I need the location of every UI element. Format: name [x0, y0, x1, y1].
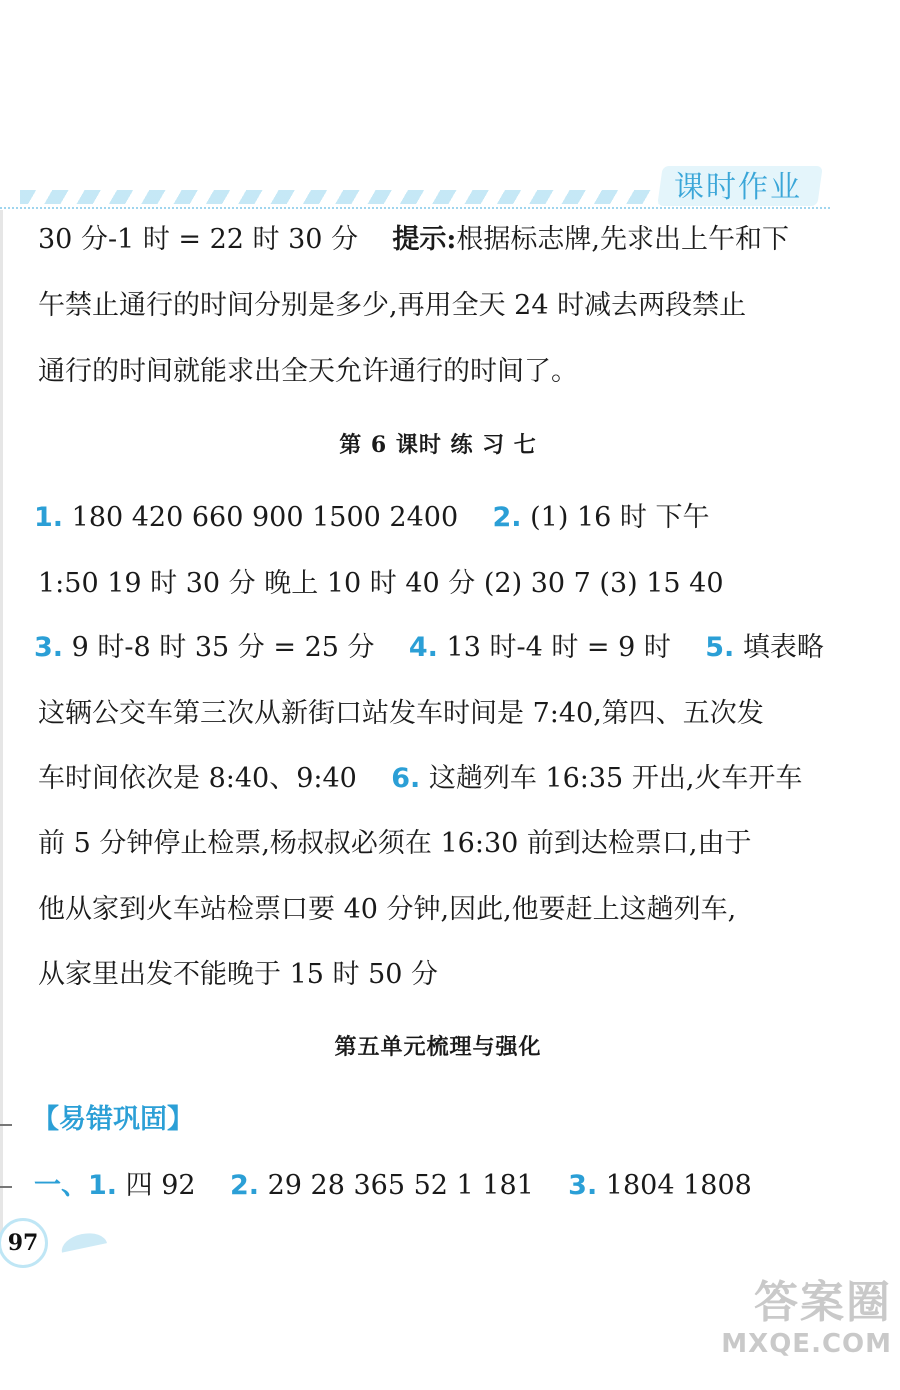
- question-number: 一、1.: [34, 1170, 118, 1201]
- answer-text: 四 92: [125, 1170, 196, 1201]
- text-line: 通行的时间就能求出全天允许通行的时间了。: [38, 356, 578, 387]
- watermark-url: MXQE.COM: [721, 1329, 892, 1359]
- text-line: [38, 759, 802, 799]
- header-title-text: 课时作业: [674, 170, 802, 205]
- text-line: 从家里出发不能晚于 15 时 50 分: [38, 959, 439, 990]
- text-line: [34, 628, 824, 668]
- left-margin-mark: [0, 1186, 12, 1188]
- answer-text: 车时间依次是 8:40、9:40: [38, 763, 357, 794]
- watermark: [712, 1278, 892, 1368]
- page-number: 97: [0, 1218, 48, 1268]
- header-title: [668, 162, 828, 208]
- text-line: 他从家到火车站检票口要 40 分钟,因此,他要赶上这趟列车,: [38, 894, 737, 925]
- text-line: [32, 1100, 194, 1140]
- subsection-title: 【易错巩固】: [32, 1104, 194, 1135]
- answer-text: (1) 16 时 下午: [530, 502, 710, 533]
- hint-text: 根据标志牌,先求出上午和下: [456, 224, 789, 255]
- question-number: 5.: [705, 632, 735, 663]
- left-margin-bar: [0, 210, 3, 1240]
- answer-text: 180 420 660 900 1500 2400: [71, 502, 459, 533]
- watermark-logo-text: 答案圈: [754, 1277, 892, 1328]
- text-line: 1:50 19 时 30 分 晚上 10 时 40 分 (2) 30 7 (3) 15 40: [38, 568, 724, 599]
- answer-text: 这趟列车 16:35 开出,火车开车: [428, 763, 803, 794]
- header-decoration: [20, 190, 660, 204]
- section-title: 第 6 课时 练 习 七: [339, 432, 537, 458]
- question-number: 1.: [34, 502, 64, 533]
- answer-text: 13 时-4 时 = 9 时: [446, 632, 671, 663]
- text-line: [34, 498, 709, 538]
- answer-text: 9 时-8 时 35 分 = 25 分: [71, 632, 375, 663]
- text-line: 午禁止通行的时间分别是多少,再用全天 24 时减去两段禁止: [38, 290, 747, 321]
- left-margin-mark: [0, 1124, 12, 1126]
- question-number: 2.: [229, 1170, 259, 1201]
- text-line: 这辆公交车第三次从新街口站发车时间是 7:40,第四、五次发: [38, 698, 764, 729]
- text-line: 前 5 分钟停止检票,杨叔叔必须在 16:30 前到达检票口,由于: [38, 828, 752, 859]
- answer-text: 1804 1808: [605, 1170, 752, 1201]
- answer-text: 填表略: [742, 632, 824, 663]
- question-number: 6.: [391, 763, 421, 794]
- question-number: 2.: [492, 502, 522, 533]
- question-number: 3.: [568, 1170, 598, 1201]
- hint-label: 提示:: [392, 224, 457, 255]
- question-number: 4.: [408, 632, 438, 663]
- text-line: [38, 220, 789, 260]
- section-title: 第五单元梳理与强化: [334, 1034, 542, 1060]
- answer-text: 30 分-1 时 = 22 时 30 分: [38, 224, 359, 255]
- text-line: [34, 1166, 752, 1206]
- answer-text: 29 28 365 52 1 181: [267, 1170, 534, 1201]
- page-number-decoration: [59, 1229, 107, 1252]
- question-number: 3.: [34, 632, 64, 663]
